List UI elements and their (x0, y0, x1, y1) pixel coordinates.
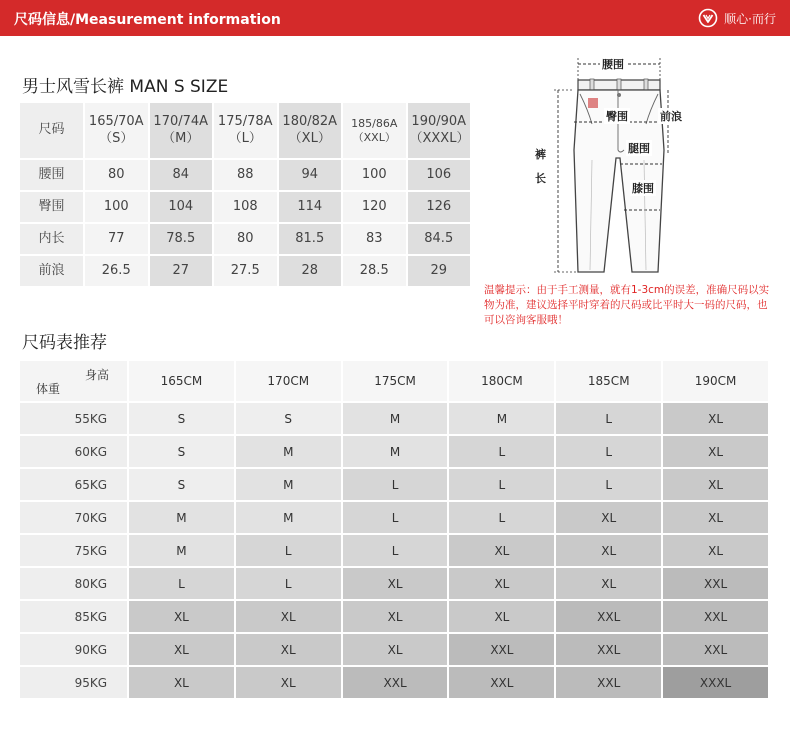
rec-row (20, 534, 769, 567)
waist-label: 腰围 (602, 58, 624, 71)
rec-size-cell: S (235, 402, 342, 435)
rec-size-cell: XL (555, 501, 662, 534)
rec-size-cell: L (555, 435, 662, 468)
rec-size-cell: M (448, 402, 555, 435)
size-recommendation-table (20, 361, 770, 700)
height-label: 身高 (84, 368, 109, 382)
rec-size-cell: L (128, 567, 235, 600)
measurement-header-row (20, 103, 471, 159)
weight-label: 体重 (36, 382, 61, 396)
rec-size-cell: XXL (662, 567, 769, 600)
rec-size-cell: XL (128, 666, 235, 699)
rec-size-cell: XL (342, 567, 449, 600)
size-header: 185/86A （XXL） (342, 103, 407, 159)
size-header: 175/78A （L） (213, 103, 278, 159)
rec-row (20, 501, 769, 534)
size-header: 165/70A （S） (84, 103, 149, 159)
rec-size-cell: XXL (555, 666, 662, 699)
measure-cell: 80 (84, 159, 149, 191)
weight-cell: 55KG (20, 402, 128, 435)
rec-size-cell: M (342, 402, 449, 435)
measure-cell: 80 (213, 223, 278, 255)
height-weight-corner (20, 361, 128, 402)
measure-cell: 78.5 (149, 223, 214, 255)
rec-size-cell: XL (662, 435, 769, 468)
rec-size-cell: M (128, 501, 235, 534)
height-header: 165CM (128, 361, 235, 402)
rec-size-cell: XL (235, 666, 342, 699)
rec-size-cell: M (235, 468, 342, 501)
measure-cell: 114 (278, 191, 343, 223)
header-bar (0, 0, 790, 36)
weight-cell: 65KG (20, 468, 128, 501)
rec-size-cell: XL (555, 567, 662, 600)
weight-cell: 90KG (20, 633, 128, 666)
rec-size-cell: L (555, 402, 662, 435)
weight-cell: 60KG (20, 435, 128, 468)
rec-size-cell: XL (448, 534, 555, 567)
measurement-row (20, 159, 471, 191)
measure-cell: 100 (342, 159, 407, 191)
rec-row (20, 600, 769, 633)
brand (698, 8, 776, 28)
rec-size-cell: M (342, 435, 449, 468)
rec-size-cell: M (128, 534, 235, 567)
rec-size-cell: M (235, 501, 342, 534)
row-label: 内长 (20, 223, 84, 255)
weight-cell: 70KG (20, 501, 128, 534)
rec-size-cell: XL (235, 633, 342, 666)
rec-size-cell: XL (448, 600, 555, 633)
measure-cell: 28.5 (342, 255, 407, 287)
rec-size-cell: XXL (342, 666, 449, 699)
height-header: 170CM (235, 361, 342, 402)
measure-cell: 126 (407, 191, 472, 223)
rec-size-cell: XL (128, 633, 235, 666)
measure-cell: 100 (84, 191, 149, 223)
recommend-title: 尺码表推荐 (22, 333, 107, 353)
row-label: 前浪 (20, 255, 84, 287)
row-label: 臀围 (20, 191, 84, 223)
rec-size-cell: XL (662, 402, 769, 435)
trousers-diagram (528, 50, 688, 278)
weight-cell: 85KG (20, 600, 128, 633)
rec-size-cell: XXL (662, 633, 769, 666)
measurement-notice: 温馨提示：由于手工测量，就有1-3cm的误差，准确尺码以实物为准，建议选择平时穿着的尺码或比平时大一码的尺码，也可以咨询客服哦！ (484, 284, 770, 326)
measurement-corner: 尺码 (20, 103, 84, 159)
rec-row (20, 666, 769, 699)
trousers-illustration (528, 50, 688, 278)
header-title: 尺码信息/Measurement information (14, 12, 281, 28)
knee-label: 膝围 (632, 182, 654, 195)
size-header: 180/82A （XL） (278, 103, 343, 159)
measurement-row (20, 223, 471, 255)
measure-cell: 29 (407, 255, 472, 287)
height-header: 185CM (555, 361, 662, 402)
rec-size-cell: L (342, 534, 449, 567)
row-label: 腰围 (20, 159, 84, 191)
rec-row (20, 468, 769, 501)
size-header: 190/90A （XXXL） (407, 103, 472, 159)
measure-cell: 83 (342, 223, 407, 255)
brand-logo-icon (698, 8, 718, 28)
rec-size-cell: L (555, 468, 662, 501)
rec-size-cell: XXXL (662, 666, 769, 699)
measure-cell: 77 (84, 223, 149, 255)
rec-header-row (20, 361, 769, 402)
weight-cell: 75KG (20, 534, 128, 567)
rec-size-cell: S (128, 435, 235, 468)
measure-cell: 26.5 (84, 255, 149, 287)
weight-cell: 80KG (20, 567, 128, 600)
rec-row (20, 402, 769, 435)
rec-size-cell: XL (555, 534, 662, 567)
measure-cell: 27 (149, 255, 214, 287)
product-title: 男士风雪长裤 MAN S SIZE (22, 77, 229, 97)
rec-row (20, 633, 769, 666)
measure-cell: 84 (149, 159, 214, 191)
rec-size-cell: XL (342, 600, 449, 633)
measure-cell: 28 (278, 255, 343, 287)
length-label-bottom: 长 (535, 172, 546, 185)
rec-size-cell: XL (342, 633, 449, 666)
rec-size-cell: L (448, 501, 555, 534)
thigh-label: 腿围 (628, 142, 650, 155)
brand-name: 顺心·而行 (724, 11, 776, 26)
rec-size-cell: L (448, 435, 555, 468)
rec-size-cell: XXL (555, 633, 662, 666)
rec-size-cell: M (235, 435, 342, 468)
rec-size-cell: XXL (448, 633, 555, 666)
measure-cell: 120 (342, 191, 407, 223)
rec-size-cell: XL (235, 600, 342, 633)
length-label-top: 裤 (535, 148, 546, 161)
rec-size-cell: L (448, 468, 555, 501)
rec-size-cell: S (128, 468, 235, 501)
height-header: 190CM (662, 361, 769, 402)
height-header: 180CM (448, 361, 555, 402)
measure-cell: 106 (407, 159, 472, 191)
measure-cell: 108 (213, 191, 278, 223)
rec-size-cell: XL (662, 534, 769, 567)
size-header: 170/74A （M） (149, 103, 214, 159)
rec-size-cell: L (235, 567, 342, 600)
rec-size-cell: XL (662, 468, 769, 501)
height-header: 175CM (342, 361, 449, 402)
rec-row (20, 567, 769, 600)
measure-cell: 88 (213, 159, 278, 191)
rec-size-cell: S (128, 402, 235, 435)
rec-size-cell: XXL (662, 600, 769, 633)
measure-cell: 27.5 (213, 255, 278, 287)
hip-label: 臀围 (606, 110, 628, 123)
measure-cell: 84.5 (407, 223, 472, 255)
rec-size-cell: XL (128, 600, 235, 633)
rec-size-cell: XXL (448, 666, 555, 699)
rec-size-cell: XXL (555, 600, 662, 633)
rec-size-cell: L (342, 468, 449, 501)
rec-row (20, 435, 769, 468)
measurement-table (20, 103, 472, 288)
rec-size-cell: XL (662, 501, 769, 534)
rec-size-cell: L (342, 501, 449, 534)
measure-cell: 81.5 (278, 223, 343, 255)
measure-cell: 104 (149, 191, 214, 223)
rec-size-cell: L (235, 534, 342, 567)
measurement-row (20, 191, 471, 223)
measure-cell: 94 (278, 159, 343, 191)
measurement-row (20, 255, 471, 287)
front-rise-label: 前浪 (660, 110, 682, 123)
rec-size-cell: XL (448, 567, 555, 600)
weight-cell: 95KG (20, 666, 128, 699)
